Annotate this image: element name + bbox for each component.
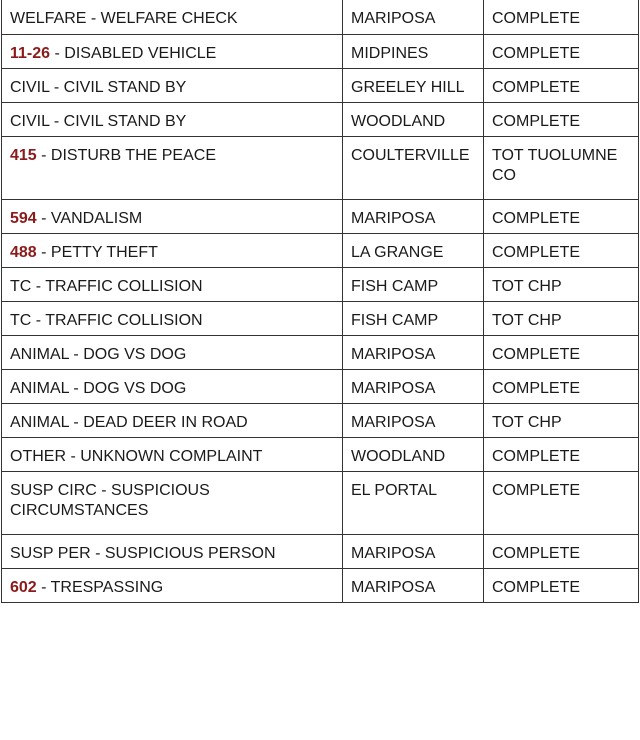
disposition-cell: COMPLETE xyxy=(484,199,639,233)
incident-description: OTHER - UNKNOWN COMPLAINT xyxy=(10,447,263,465)
incident-description: - VANDALISM xyxy=(36,209,143,227)
incident-type-cell xyxy=(2,301,343,335)
incident-type-cell xyxy=(2,568,343,602)
incident-type-cell xyxy=(2,403,343,437)
incident-description: CIVIL - CIVIL STAND BY xyxy=(10,112,187,130)
table-row xyxy=(2,568,639,602)
incident-type-cell xyxy=(2,233,343,267)
location-cell: MARIPOSA xyxy=(343,199,484,233)
incident-code: 415 xyxy=(10,146,37,164)
incident-description: TC - TRAFFIC COLLISION xyxy=(10,311,203,329)
disposition-cell: COMPLETE xyxy=(484,34,639,68)
disposition-cell: TOT CHP xyxy=(484,267,639,301)
location-cell: MARIPOSA xyxy=(343,534,484,568)
table-row xyxy=(2,301,639,335)
incident-description: ANIMAL - DOG VS DOG xyxy=(10,345,187,363)
table-row xyxy=(2,136,639,199)
disposition-cell: COMPLETE xyxy=(484,102,639,136)
disposition-cell: COMPLETE xyxy=(484,335,639,369)
incident-description: ANIMAL - DEAD DEER IN ROAD xyxy=(10,413,248,431)
location-cell: GREELEY HILL xyxy=(343,68,484,102)
incident-description: - DISABLED VEHICLE xyxy=(50,44,217,62)
table-row xyxy=(2,335,639,369)
incident-type-cell xyxy=(2,534,343,568)
disposition-cell: COMPLETE xyxy=(484,534,639,568)
disposition-cell: COMPLETE xyxy=(484,0,639,34)
location-cell: LA GRANGE xyxy=(343,233,484,267)
incident-description: - DISTURB THE PEACE xyxy=(36,146,216,164)
incident-type-cell xyxy=(2,369,343,403)
table-row xyxy=(2,267,639,301)
location-cell: WOODLAND xyxy=(343,437,484,471)
incident-code: 602 xyxy=(10,578,37,596)
incident-description: - TRESPASSING xyxy=(36,578,164,596)
incident-type-cell xyxy=(2,335,343,369)
location-cell: FISH CAMP xyxy=(343,301,484,335)
table-row xyxy=(2,471,639,534)
disposition-cell: COMPLETE xyxy=(484,233,639,267)
location-cell: MARIPOSA xyxy=(343,335,484,369)
disposition-cell: COMPLETE xyxy=(484,568,639,602)
table-row xyxy=(2,68,639,102)
incident-description: - PETTY THEFT xyxy=(36,243,158,261)
incident-code: 11-26 xyxy=(10,44,51,62)
location-cell: MARIPOSA xyxy=(343,0,484,34)
incident-type-cell xyxy=(2,136,343,199)
table-row xyxy=(2,0,639,34)
incident-log-table xyxy=(1,0,639,603)
table-row xyxy=(2,233,639,267)
location-cell: MIDPINES xyxy=(343,34,484,68)
incident-type-cell xyxy=(2,68,343,102)
disposition-cell: TOT TUOLUMNE CO xyxy=(484,136,639,199)
table-row xyxy=(2,199,639,233)
incident-type-cell xyxy=(2,267,343,301)
disposition-cell: COMPLETE xyxy=(484,471,639,534)
location-cell: EL PORTAL xyxy=(343,471,484,534)
incident-type-cell xyxy=(2,34,343,68)
disposition-cell: TOT CHP xyxy=(484,403,639,437)
incident-type-cell xyxy=(2,199,343,233)
disposition-cell: COMPLETE xyxy=(484,437,639,471)
incident-description: SUSP PER - SUSPICIOUS PERSON xyxy=(10,544,276,562)
table-row xyxy=(2,534,639,568)
disposition-cell: COMPLETE xyxy=(484,68,639,102)
table-row xyxy=(2,403,639,437)
location-cell: WOODLAND xyxy=(343,102,484,136)
incident-code: 594 xyxy=(10,209,37,227)
incident-type-cell xyxy=(2,102,343,136)
incident-description: ANIMAL - DOG VS DOG xyxy=(10,379,187,397)
incident-type-cell xyxy=(2,437,343,471)
incident-description: CIVIL - CIVIL STAND BY xyxy=(10,78,187,96)
table-row xyxy=(2,34,639,68)
disposition-cell: COMPLETE xyxy=(484,369,639,403)
incident-type-cell xyxy=(2,0,343,34)
incident-description: TC - TRAFFIC COLLISION xyxy=(10,277,203,295)
location-cell: MARIPOSA xyxy=(343,568,484,602)
location-cell: MARIPOSA xyxy=(343,403,484,437)
incident-description: SUSP CIRC - SUSPICIOUS CIRCUMSTANCES xyxy=(10,481,210,519)
location-cell: FISH CAMP xyxy=(343,267,484,301)
table-row xyxy=(2,369,639,403)
incident-code: 488 xyxy=(10,243,37,261)
table-row xyxy=(2,437,639,471)
table-row xyxy=(2,102,639,136)
disposition-cell: TOT CHP xyxy=(484,301,639,335)
incident-type-cell xyxy=(2,471,343,534)
incident-description: WELFARE - WELFARE CHECK xyxy=(10,10,238,27)
location-cell: COULTERVILLE xyxy=(343,136,484,199)
location-cell: MARIPOSA xyxy=(343,369,484,403)
